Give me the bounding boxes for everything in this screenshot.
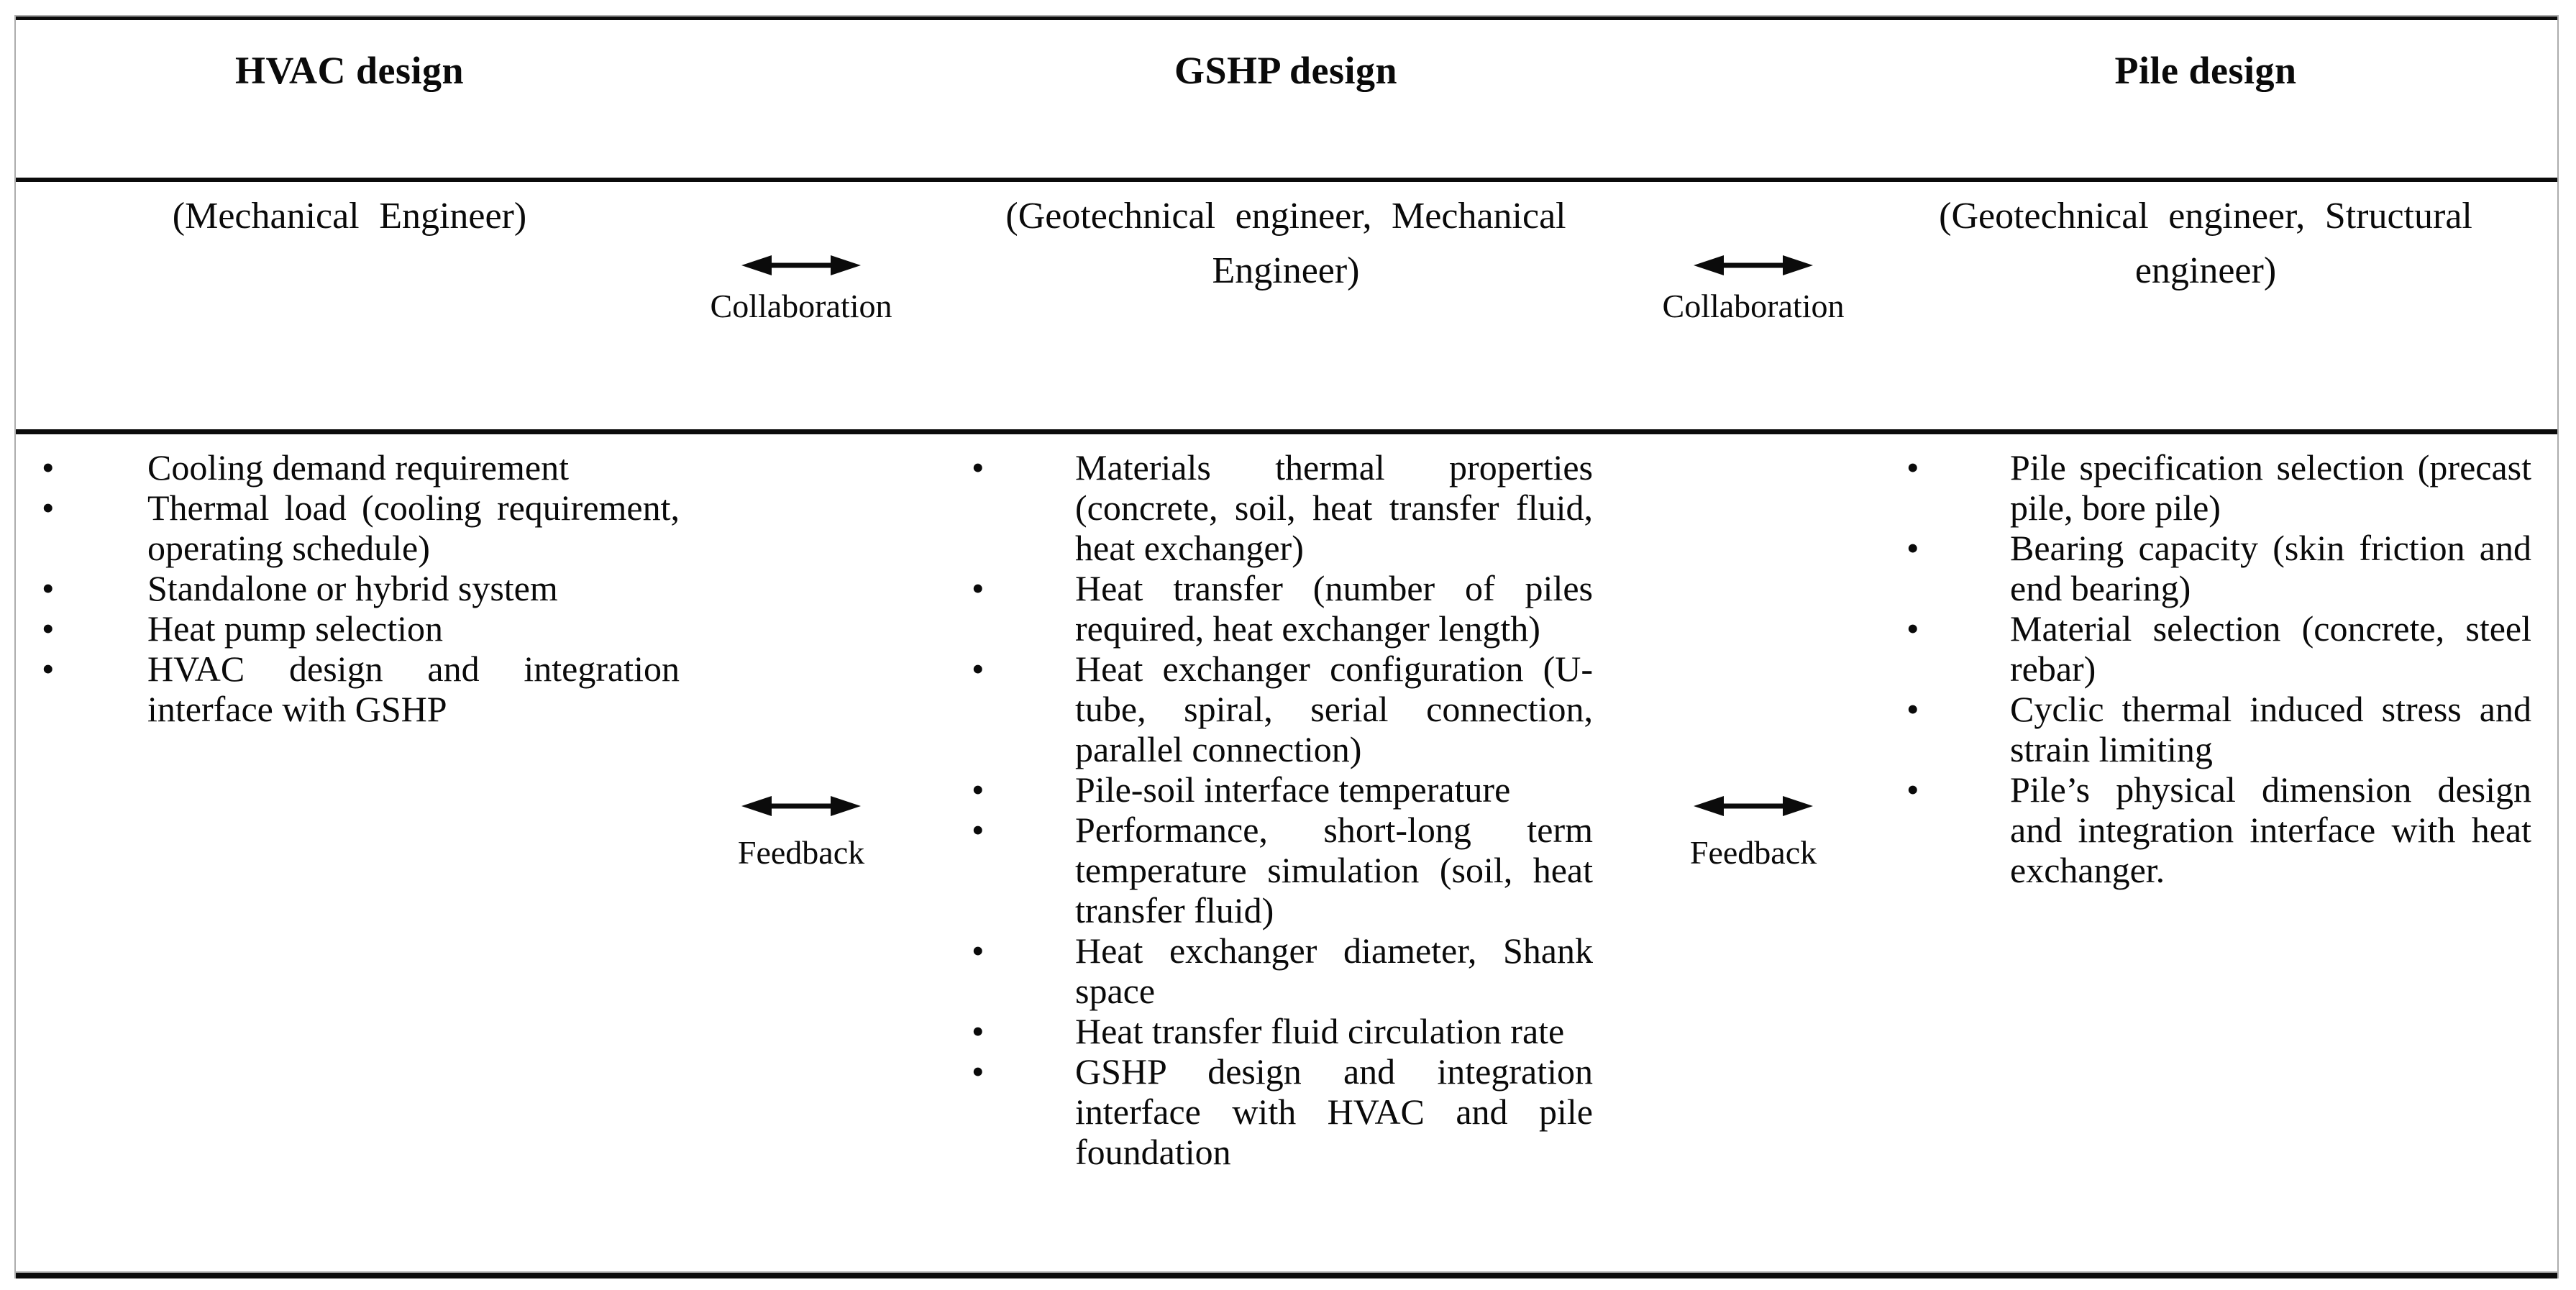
bullet-icon: • (42, 649, 55, 689)
role-gshp-text: (Geotechnical engineer, Mechanical Engineer) (1005, 196, 1566, 291)
roles-row (16, 182, 2557, 429)
list-item (972, 1051, 1653, 1172)
list-item (972, 568, 1653, 649)
column-header-pile: Pile design (2114, 49, 2297, 92)
collaboration-label: Collaboration (710, 288, 892, 324)
connector-collaboration-gshp-pile (1653, 182, 1854, 429)
spacer-cell (683, 20, 919, 178)
connector-collaboration-hvac-gshp (683, 182, 919, 429)
list-item-text: Thermal load (cooling requirement, operating schedule) (147, 488, 680, 568)
spacer-cell (1653, 20, 1854, 178)
list-item (1906, 608, 2557, 689)
double-arrow-icon (740, 795, 862, 818)
design-collaboration-table (14, 15, 2559, 1278)
list-item-text: GSHP design and integration interface with HVAC and pile foundation (1075, 1051, 1593, 1172)
role-hvac (16, 182, 683, 429)
list-item-text: Pile-soil interface temperature (1075, 769, 1511, 810)
list-item (972, 649, 1653, 769)
list-item-text: HVAC design and integration interface with GSHP (147, 649, 680, 729)
list-item-text: Bearing capacity (skin friction and end bearing) (2010, 528, 2531, 608)
list-item (42, 568, 683, 608)
feedback-label: Feedback (737, 834, 865, 871)
list-item (972, 447, 1653, 568)
role-gshp (919, 182, 1653, 429)
bullet-icon: • (1906, 769, 1919, 810)
table-top-border (16, 15, 2557, 20)
roles-divider (16, 429, 2557, 434)
bullet-icon: • (972, 568, 985, 608)
bullet-icon: • (42, 568, 55, 608)
hvac-task-list (16, 434, 683, 1271)
list-item (42, 608, 683, 649)
bullet-icon: • (1906, 447, 1919, 488)
bullet-icon: • (972, 1011, 985, 1051)
list-item-text: Heat pump selection (147, 608, 443, 649)
feedback-label: Feedback (1689, 834, 1817, 871)
double-arrow-icon (1692, 254, 1814, 277)
double-arrow-icon (740, 254, 862, 277)
collaboration-label: Collaboration (1662, 288, 1845, 324)
list-item-text: Material selection (concrete, steel rebar) (2010, 608, 2531, 689)
bullet-icon: • (42, 447, 55, 488)
list-item (1906, 528, 2557, 608)
list-item (972, 930, 1653, 1011)
table-bottom-border (16, 1271, 2557, 1278)
list-item-text: Heat exchanger configuration (U-tube, spiral, serial connection, parallel connection) (1075, 649, 1593, 769)
body-row (16, 434, 2557, 1271)
bullet-icon: • (972, 649, 985, 689)
list-item-text: Cooling demand requirement (147, 447, 569, 488)
list-item-text: Cyclic thermal induced stress and strain limiting (2010, 689, 2531, 769)
list-item-text: Materials thermal properties (concrete, soil, heat transfer fluid, heat exchanger) (1075, 447, 1593, 568)
list-item (1906, 689, 2557, 769)
bullet-icon: • (42, 608, 55, 649)
bullet-icon: • (1906, 528, 1919, 568)
pile-task-list (1854, 434, 2557, 1271)
list-item (42, 649, 683, 729)
list-item (42, 447, 683, 488)
list-item (972, 769, 1653, 810)
bullet-icon: • (972, 810, 985, 850)
bullet-icon: • (972, 1051, 985, 1092)
header-row (16, 20, 2557, 178)
connector-feedback-gshp-pile (1653, 434, 1854, 1271)
list-item (42, 488, 683, 568)
bullet-icon: • (42, 488, 55, 528)
list-item-text: Heat transfer fluid circulation rate (1075, 1011, 1565, 1051)
list-item (1906, 447, 2557, 528)
list-item-text: Standalone or hybrid system (147, 568, 558, 608)
list-item-text: Pile’s physical dimension design and integration interface with heat exchanger. (2010, 769, 2531, 890)
list-item (1906, 769, 2557, 890)
double-arrow-icon (1692, 795, 1814, 818)
list-item (972, 1011, 1653, 1051)
column-header-gshp: GSHP design (1174, 49, 1398, 92)
role-pile-text: (Geotechnical engineer, Structural engineer) (1939, 196, 2472, 291)
bullet-icon: • (972, 930, 985, 971)
role-hvac-text: (Mechanical Engineer) (172, 196, 527, 237)
list-item-text: Heat exchanger diameter, Shank space (1075, 930, 1593, 1011)
list-item-text: Performance, short-long term temperature simulation (soil, heat transfer fluid) (1075, 810, 1593, 930)
bullet-icon: • (1906, 608, 1919, 649)
list-item-text: Heat transfer (number of piles required, heat exchanger length) (1075, 568, 1593, 649)
role-pile (1854, 182, 2557, 429)
bullet-icon: • (972, 769, 985, 810)
gshp-task-list (919, 434, 1653, 1271)
connector-feedback-hvac-gshp (683, 434, 919, 1271)
column-header-hvac: HVAC design (234, 49, 465, 92)
list-item-text: Pile specification selection (precast pile, bore pile) (2010, 447, 2531, 528)
bullet-icon: • (972, 447, 985, 488)
bullet-icon: • (1906, 689, 1919, 729)
list-item (972, 810, 1653, 930)
